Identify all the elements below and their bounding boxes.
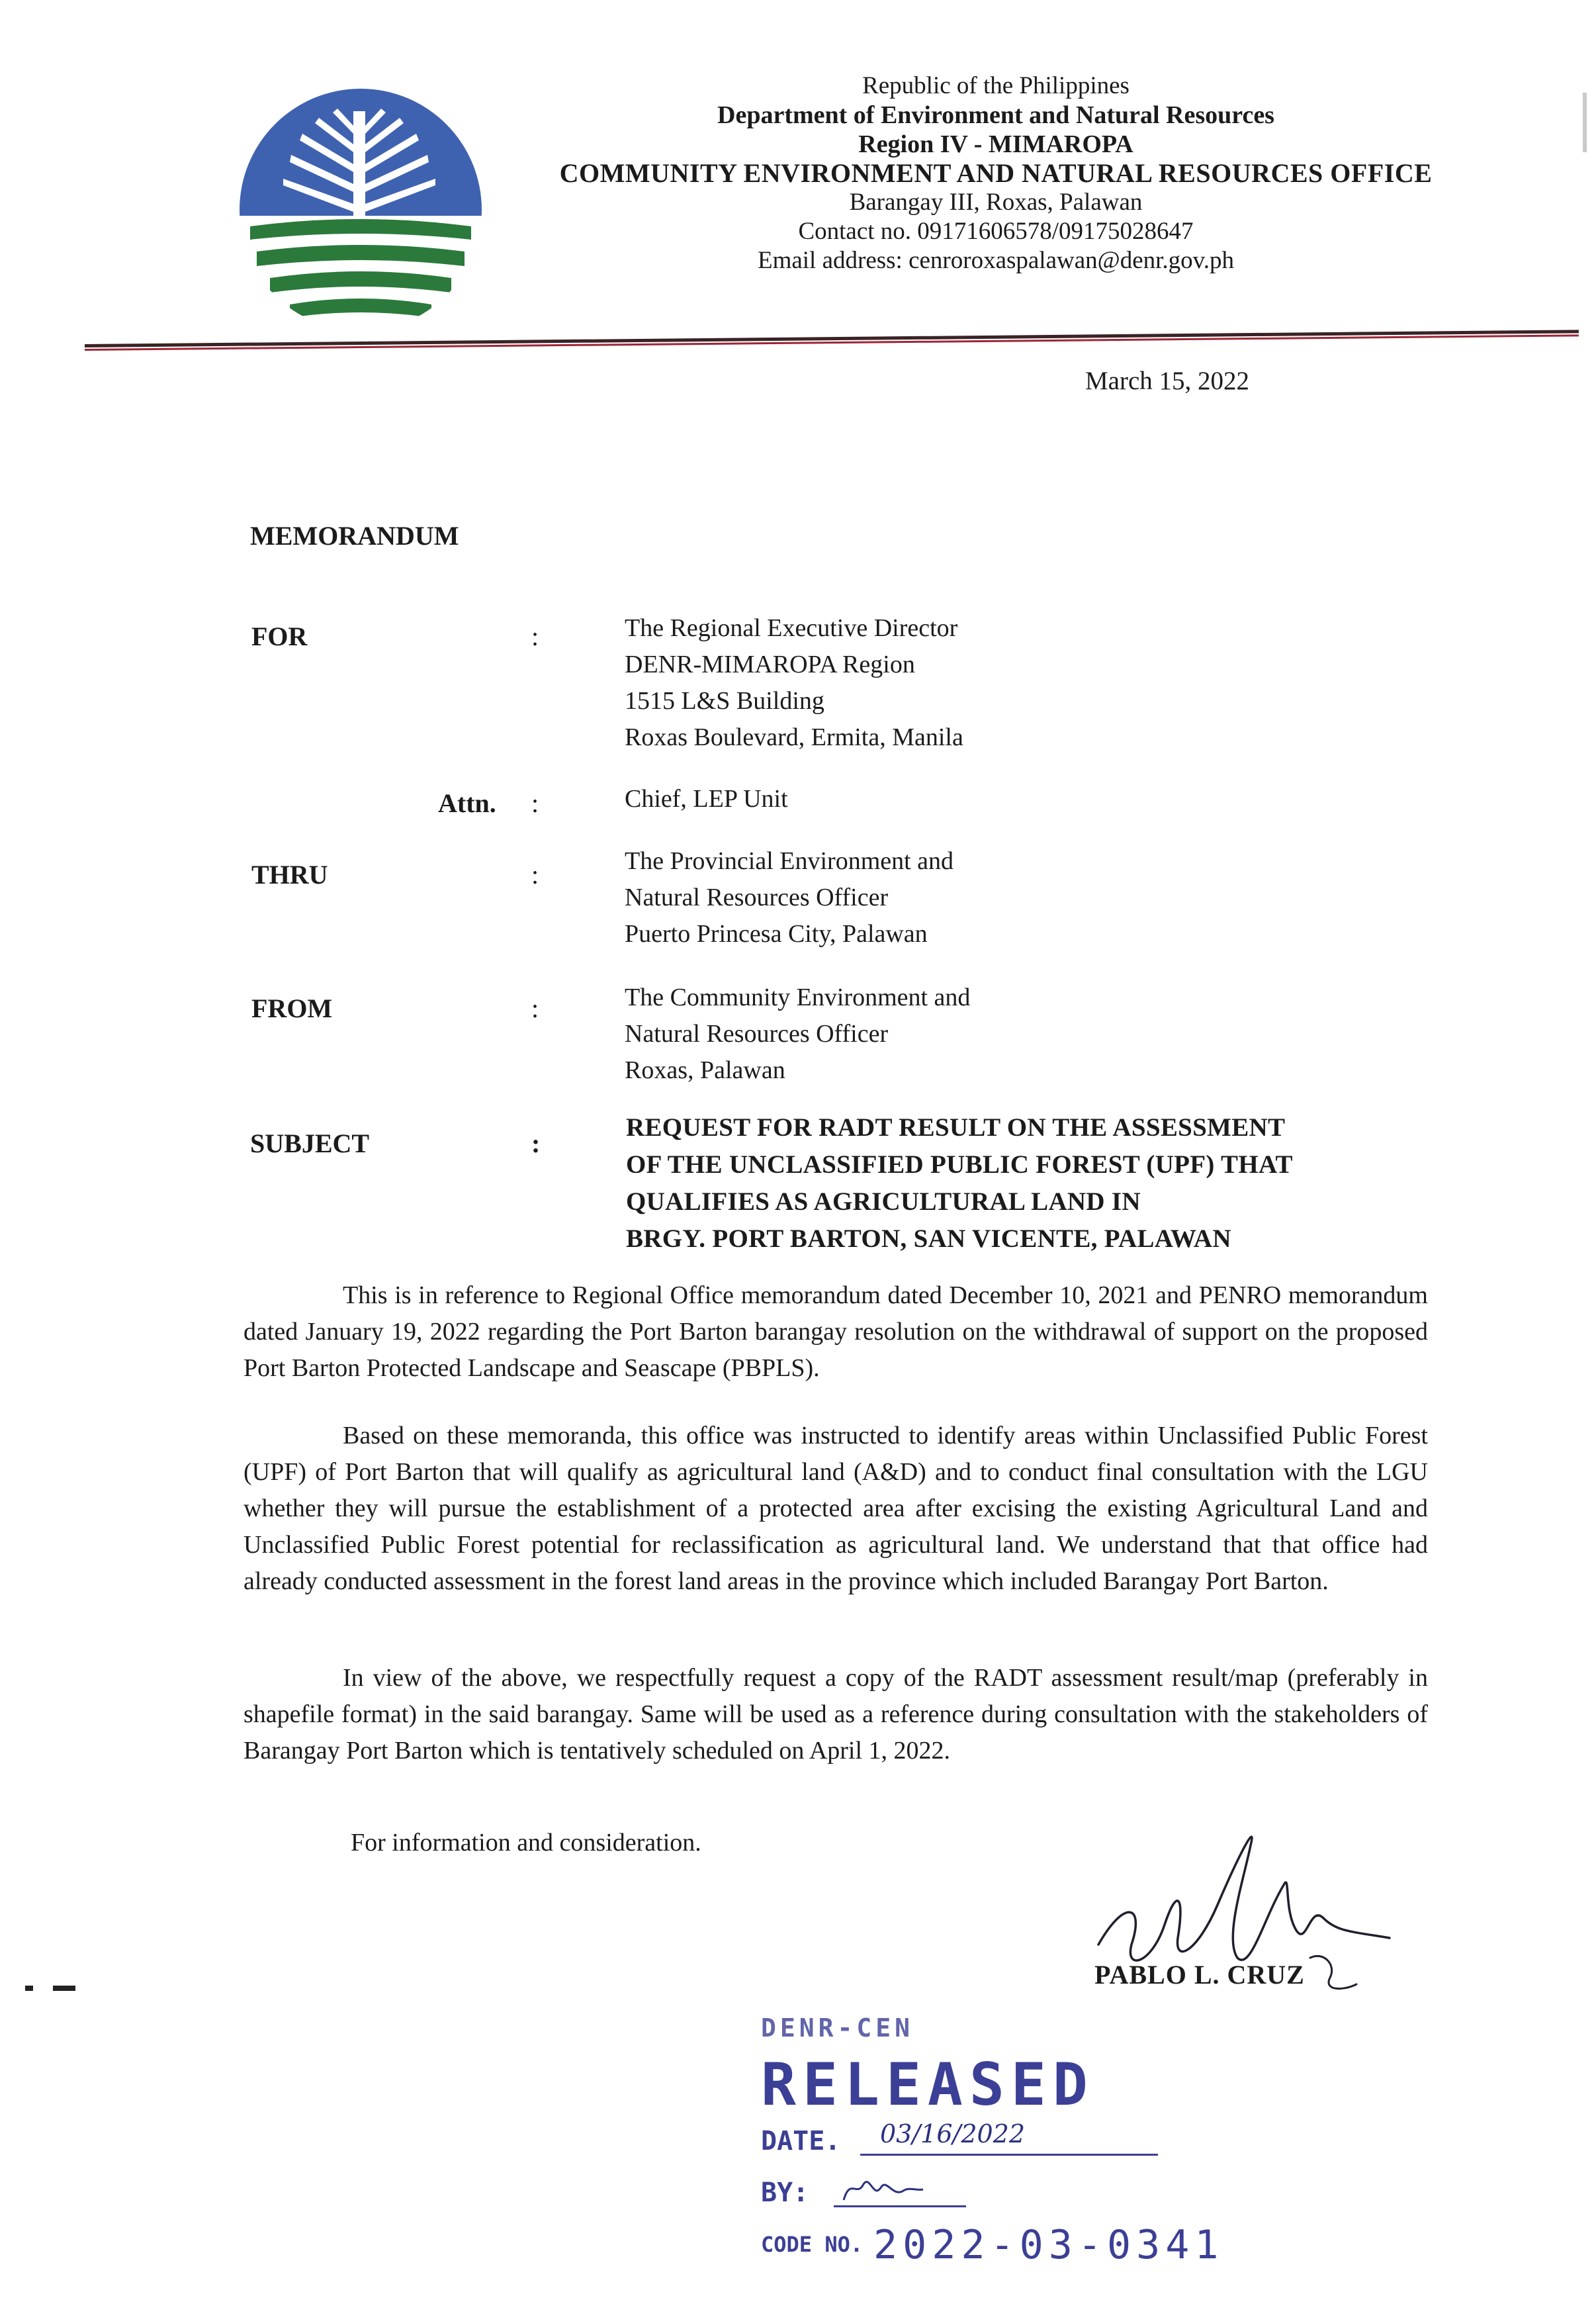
thru-recipient: [625, 843, 953, 952]
department-line: Department of Environment and Natural Resources: [717, 101, 1274, 129]
attn-value: Chief, LEP Unit: [625, 785, 788, 813]
paragraph-text: This is in reference to Regional Office memorandum dated December 10, 2021 and PENRO memorandum dated January 19, 2022 regarding the Port Barton barangay resolution on the withdrawal of support on the proposed Port Barton Protected Landscape and Seascape (PBPLS).: [244, 1281, 1428, 1382]
for-colon: :: [531, 621, 539, 651]
address-line: Barangay III, Roxas, Palawan: [849, 189, 1143, 216]
body-paragraph: [244, 1277, 1428, 1387]
paragraph-text: Based on these memoranda, this office was instructed to identify areas within Unclassified Public Forest (UPF) of Port Barton that will qualify as agricultural land (A&D) and to conduct final consultation with the LGU whether they will pursue the establishment of a protected area after excising the existing Agricultural Land and Unclassified Public Forest potential for reclassification as agricultural land. We understand that that office had already conducted assessment in the forest land areas in the province which included Barangay Port Barton.: [244, 1422, 1428, 1595]
from-line: The Community Environment and: [625, 984, 971, 1011]
for-line: 1515 L&S Building: [625, 687, 824, 715]
contact-line: Contact no. 09171606578/09175028647: [798, 218, 1194, 245]
paragraph-text: In view of the above, we respectfully request a copy of the RADT assessment result/map (preferably in shapefile format) in the said barangay. Same will be used as a reference during consultation with the stakeholders of Barangay Port Barton which is tentatively scheduled on April 1, 2022.: [244, 1664, 1428, 1765]
released-stamp: [761, 2013, 1237, 2278]
subject-text: [626, 1109, 1400, 1258]
region-line: Region IV - MIMAROPA: [858, 130, 1133, 158]
handwritten-signature: [1085, 1806, 1396, 2044]
signatory-name: PABLO L. CRUZ: [1094, 1960, 1305, 1990]
from-line: Roxas, Palawan: [625, 1056, 785, 1084]
thru-line: Puerto Princesa City, Palawan: [625, 920, 928, 948]
from-line: Natural Resources Officer: [625, 1020, 889, 1048]
from-label: FROM: [251, 993, 333, 1023]
from-sender: [625, 980, 970, 1089]
stamp-initials: [840, 2171, 926, 2208]
scan-margin-mark: [53, 1986, 75, 1991]
for-recipient: [625, 610, 963, 756]
stamp-status: RELEASED: [761, 2050, 1094, 2119]
subject-line: BRGY. PORT BARTON, SAN VICENTE, PALAWAN: [626, 1224, 1231, 1253]
attn-colon: :: [531, 788, 539, 818]
scan-margin-mark: [25, 1986, 33, 1991]
stamp-by-label: BY:: [761, 2178, 809, 2208]
closing-line: For information and consideration.: [351, 1829, 701, 1857]
memo-date: March 15, 2022: [1085, 367, 1250, 395]
office-line: COMMUNITY ENVIRONMENT AND NATURAL RESOURCES OFFICE: [559, 158, 1433, 188]
memo-title: MEMORANDUM: [250, 521, 459, 551]
thru-colon: :: [531, 860, 539, 890]
stamp-date-value: 03/16/2022: [880, 2119, 1026, 2148]
body-paragraph: [244, 1418, 1428, 1600]
stamp-date-label: DATE.: [761, 2126, 841, 2156]
email-line: Email address: cenroroxaspalawan@denr.gov.ph: [757, 247, 1235, 274]
thru-line: Natural Resources Officer: [625, 884, 889, 911]
attn-label: Attn.: [438, 788, 496, 818]
for-label: FOR: [251, 621, 308, 651]
subject-line: REQUEST FOR RADT RESULT ON THE ASSESSMENT: [626, 1113, 1286, 1142]
from-colon: :: [531, 993, 539, 1023]
letterhead: [516, 71, 1476, 275]
stamp-code-value: 2022-03-0341: [873, 2222, 1224, 2268]
subject-label: SUBJECT: [250, 1128, 370, 1158]
subject-line: QUALIFIES AS AGRICULTURAL LAND IN: [626, 1187, 1141, 1216]
for-line: Roxas Boulevard, Ermita, Manila: [625, 723, 963, 751]
for-line: The Regional Executive Director: [625, 614, 958, 642]
republic-line: Republic of the Philippines: [862, 72, 1130, 99]
body-paragraph: [244, 1660, 1428, 1769]
stamp-code-label: CODE NO.: [761, 2232, 864, 2257]
subject-colon: :: [531, 1128, 541, 1158]
for-line: DENR-MIMAROPA Region: [625, 651, 915, 678]
subject-line: OF THE UNCLASSIFIED PUBLIC FOREST (UPF) THAT: [626, 1150, 1293, 1179]
thru-line: The Provincial Environment and: [625, 847, 954, 875]
stamp-office: DENR-CEN: [761, 2013, 914, 2043]
thru-label: THRU: [251, 860, 328, 890]
stamp-date-line: [860, 2154, 1158, 2156]
denr-logo: [237, 86, 484, 334]
scan-edge-mark: [1583, 93, 1587, 152]
